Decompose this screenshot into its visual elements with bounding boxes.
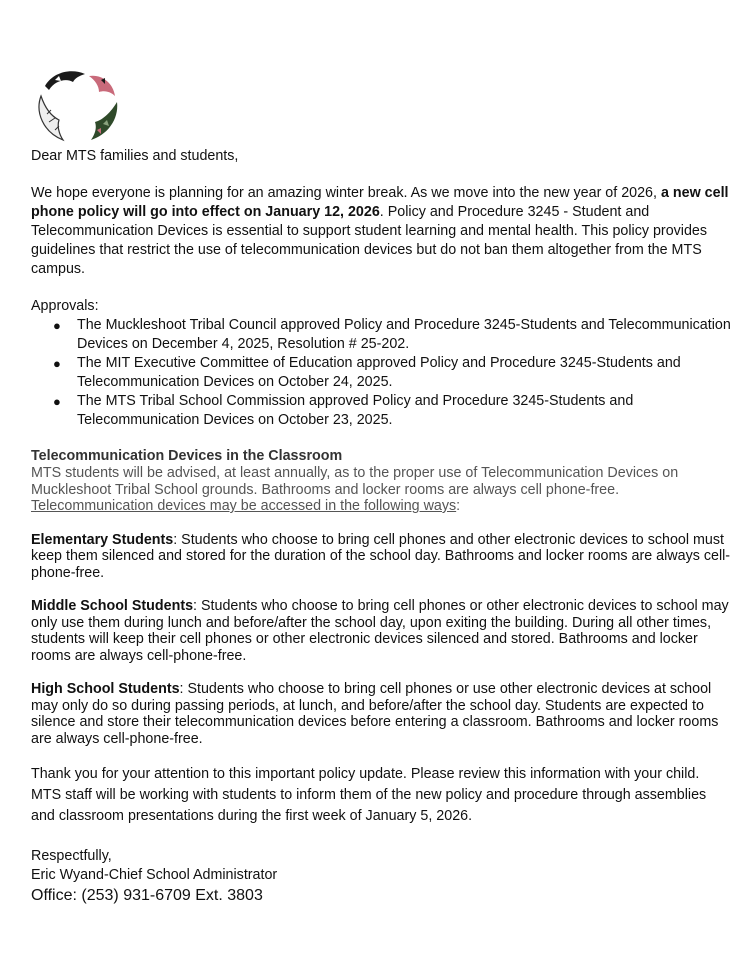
approval-text: The MTS Tribal School Commission approved Policy and Procedure 3245-Students and Telecommunication Devices on October 23, 2025. (77, 393, 634, 428)
elementary-label: Elementary Students (31, 531, 174, 548)
approvals-list (31, 316, 731, 430)
intro-bold: a new cell phone policy will go into effect on January 12, 2026 (31, 185, 729, 220)
signer-name: Eric Wyand-Chief School Administrator (31, 867, 278, 883)
elementary-text: : Students who choose to bring cell phones and other electronic devices to school must keep them silenced and stored for the duration of the school day. Bathrooms and locker rooms are always cell-phone-free. (31, 531, 731, 581)
classroom-paragraph (31, 465, 731, 515)
approval-text: The MIT Executive Committee of Education approved Policy and Procedure 3245-Students and Telecommunication Devices on October 24, 2025. (77, 355, 681, 390)
list-item (31, 354, 731, 392)
school-logo-icon (33, 66, 125, 146)
office-phone: Office: (253) 931-6709 Ext. 3803 (31, 887, 263, 904)
letter-body (31, 146, 731, 906)
list-item (31, 316, 731, 354)
intro-paragraph (31, 184, 731, 279)
approval-text: The Muckleshoot Tribal Council approved Policy and Procedure 3245-Students and Telecommunication Devices on December 4, 2025, Resolution # 25-202. (77, 317, 731, 352)
high-label: High School Students (31, 681, 180, 697)
classroom-text: MTS students will be advised, at least annually, as to the proper use of Telecommunication Devices on Muckleshoot Tribal School grounds. Bathrooms and locker rooms are always cell phone-free. (31, 465, 679, 498)
intro-post: . Policy and Procedure 3245 - Student and Telecommunication Devices is essential to support student learning and mental health. This policy provides guidelines that restrict the use of telecommunication devices but do not ban them altogether from the MTS campus. (31, 204, 708, 277)
middle-paragraph (31, 598, 731, 664)
greeting: Dear MTS families and students, (31, 148, 239, 164)
approvals-label: Approvals: (31, 298, 99, 314)
high-text: : Students who choose to bring cell phones or use other electronic devices at school may only do so during passing periods, at lunch, and before/after the school day. Students are expected to silence and store their telecommunication devices before entering a classroom. Bathrooms and locker rooms are always cell-phone-free. (31, 681, 719, 747)
classroom-link: Telecommunication devices may be accessed in the following ways (31, 498, 457, 514)
closing: Respectfully, (31, 848, 112, 864)
bullet-icon: ● (53, 318, 61, 333)
thanks-paragraph: Thank you for your attention to this important policy update. Please review this information with your child. MTS staff will be working with students to inform them of the new policy and procedure through assemblies and classroom presentations during the first week of January 5, 2026. (31, 766, 707, 824)
bullet-icon: ● (53, 356, 61, 371)
classroom-heading: Telecommunication Devices in the Classroom (31, 448, 343, 464)
middle-label: Middle School Students (31, 598, 194, 614)
list-item (31, 392, 731, 430)
elementary-paragraph (31, 532, 731, 582)
middle-text: : Students who choose to bring cell phones or other electronic devices to school may only use them during lunch and before/after the school day, upon exiting the building. During all other times, students will keep their cell phones or other electronic devices silenced and stored. Bathrooms and locker rooms are always cell-phone-free. (31, 598, 729, 664)
classroom-colon: : (456, 498, 461, 514)
intro-pre: We hope everyone is planning for an amazing winter break. As we move into the new year of 2026, (31, 185, 661, 201)
bullet-icon: ● (53, 394, 61, 409)
high-paragraph (31, 681, 731, 747)
